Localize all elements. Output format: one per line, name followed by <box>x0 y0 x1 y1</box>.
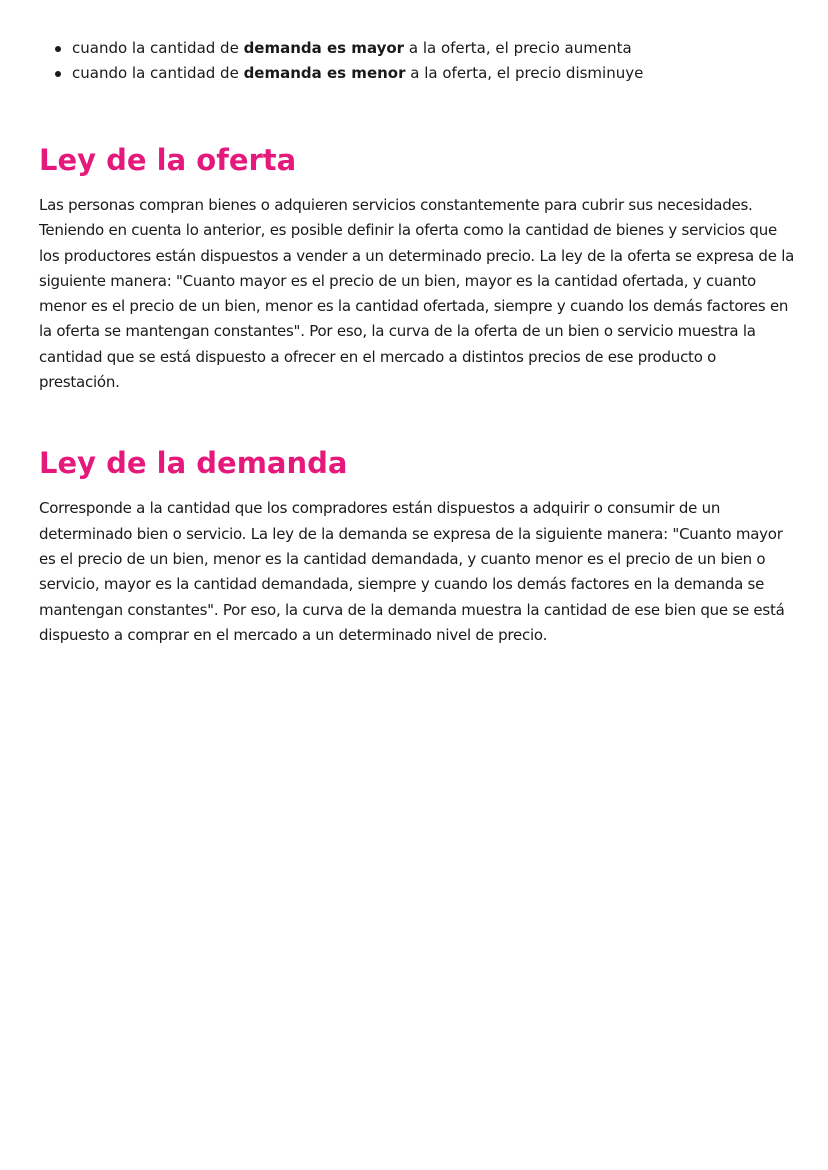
bullet-icon <box>55 46 61 52</box>
section-supply-law <box>39 142 799 395</box>
bullet-icon <box>55 71 61 77</box>
list-item-text-after: a la oferta, el precio disminuye <box>405 64 644 82</box>
list-item <box>39 36 799 61</box>
section-body-supply: Las personas compran bienes o adquieren servicios constantemente para cubrir sus necesidades. Teniendo en cuenta lo anterior, es posible definir la oferta como la cantidad de bienes y servicios que los productores están dispuestos a vender a un determinado precio. La ley de la oferta se expresa de la siguiente manera: "Cuanto mayor es el precio de un bien, mayor es la cantidad ofertada, y cuanto menor es el precio de un bien, menor es la cantidad ofertada, siempre y cuando los demás factores en la oferta se mantengan constantes". Por eso, la curva de la oferta de un bien o servicio muestra la cantidad que se está dispuesto a ofrecer en el mercado a distintos precios de ese producto o prestación. <box>39 196 795 392</box>
section-demand-law <box>39 445 799 648</box>
list-item-emphasis: demanda es menor <box>243 64 406 82</box>
document-page <box>39 36 799 648</box>
list-item-emphasis: demanda es mayor <box>243 39 405 57</box>
section-heading-supply: Ley de la oferta <box>39 143 297 177</box>
list-item <box>39 61 799 86</box>
list-item-text-before: cuando la cantidad de <box>72 39 244 57</box>
list-item-text-before: cuando la cantidad de <box>72 64 244 82</box>
price-rules-list <box>39 36 799 86</box>
list-item-text-after: a la oferta, el precio aumenta <box>404 39 632 57</box>
section-body-demand: Corresponde a la cantidad que los compradores están dispuestos a adquirir o consumir de un determinado bien o servicio. La ley de la demanda se expresa de la siguiente manera: "Cuanto mayor es el precio de un bien, menor es la cantidad demandada, y cuanto menor es el precio de un bien o servicio, mayor es la cantidad demandada, siempre y cuando los demás factores en la demanda se mantengan constantes". Por eso, la curva de la demanda muestra la cantidad de ese bien que se está dispuesto a comprar en el mercado a un determinado nivel de precio. <box>39 499 785 644</box>
section-heading-demand: Ley de la demanda <box>39 446 348 481</box>
